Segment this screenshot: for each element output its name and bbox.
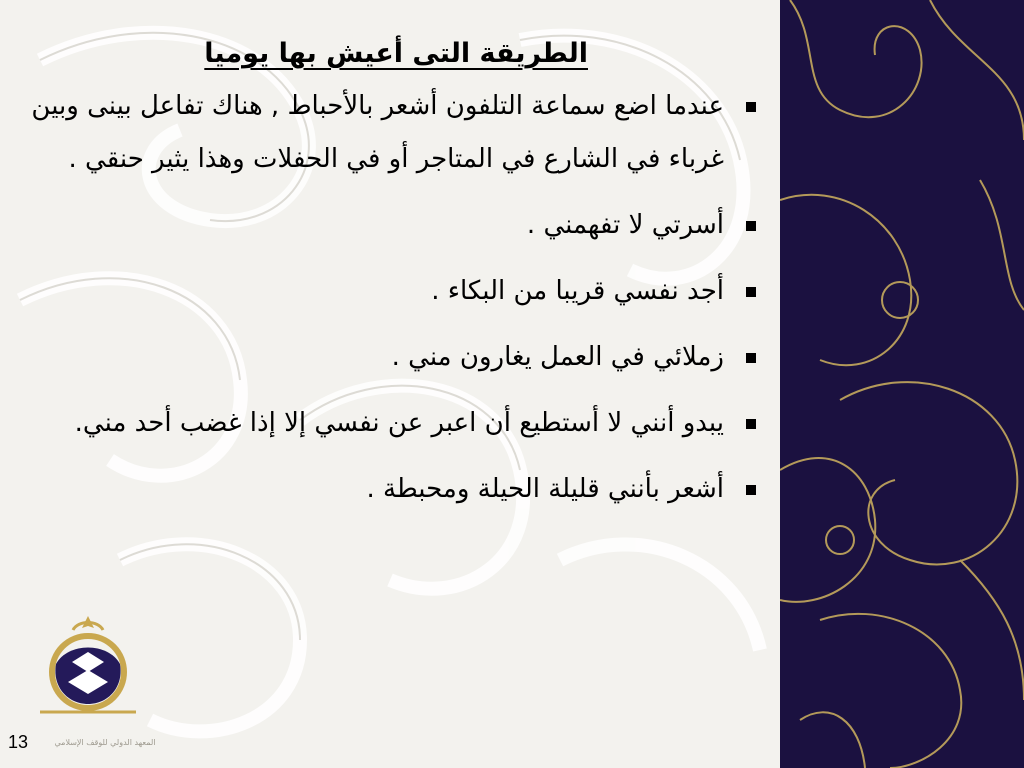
page-number: 13 (8, 732, 29, 752)
square-bullet-icon (746, 485, 756, 495)
bullet-item: أجد نفسي قريبا من البكاء . (20, 265, 770, 318)
square-bullet-icon (746, 287, 756, 297)
bullet-item: عندما اضع سماعة التلفون أشعر بالأحباط , هناك تفاعل بينى وبين غرباء في الشارع في المتاجر أو في الحفلات وهذا يثير حنقي . (20, 80, 770, 186)
institute-logo (28, 612, 148, 722)
bullet-item: أشعر بأنني قليلة الحيلة ومحبطة . (20, 463, 770, 516)
bullet-item: زملائي في العمل يغارون مني . (20, 331, 770, 384)
slide-title: الطريقة التى أعيش بها يوميا (204, 38, 588, 69)
decorative-side-panel (780, 0, 1024, 768)
slide-body (20, 34, 770, 529)
square-bullet-icon (746, 102, 756, 112)
bullet-list (20, 80, 770, 516)
logo-caption: المعهد الدولي للوقف الإسلامي (54, 738, 156, 747)
square-bullet-icon (746, 353, 756, 363)
gold-arabesque-ornament (780, 0, 1024, 768)
bullet-item: يبدو أنني لا أستطيع أن اعبر عن نفسي إلا إذا غضب أحد مني. (20, 397, 770, 450)
square-bullet-icon (746, 221, 756, 231)
square-bullet-icon (746, 419, 756, 429)
bullet-item: أسرتي لا تفهمني . (20, 199, 770, 252)
